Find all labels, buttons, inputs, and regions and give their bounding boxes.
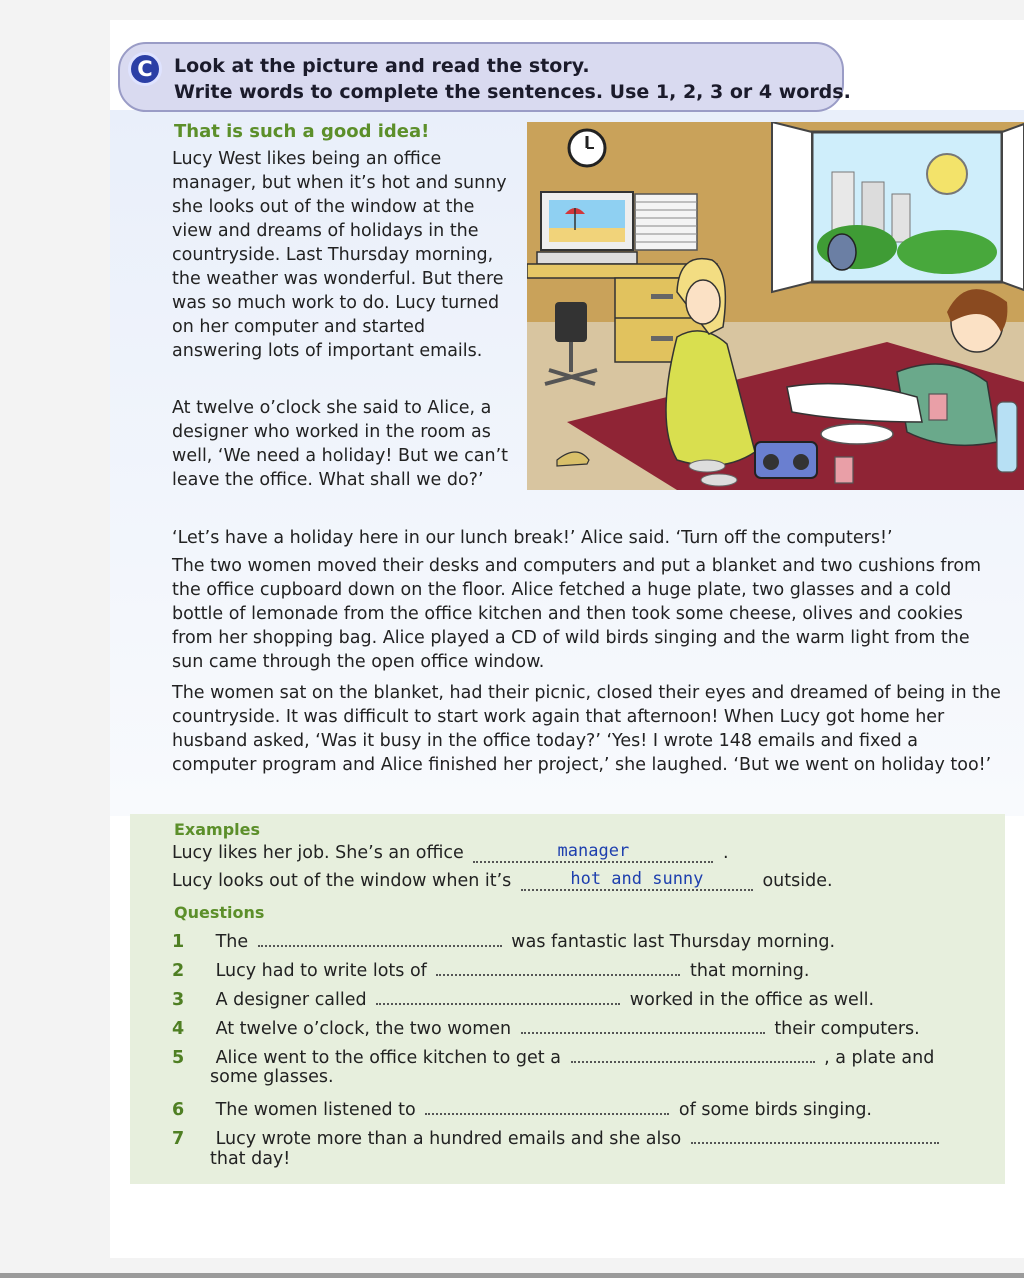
question-6 (172, 1095, 872, 1120)
question-7-text: Lucy wrote more than a hundred emails and she also (215, 1129, 682, 1149)
question-4-number: 4 (172, 1019, 185, 1039)
question-7-continuation: that day! (210, 1149, 291, 1169)
cd-player-icon (755, 442, 817, 478)
question-1-answer-blank[interactable] (258, 927, 502, 947)
question-1-text: The (215, 932, 249, 952)
question-7 (172, 1124, 943, 1149)
example-1-text: Lucy likes her job. She’s an office (172, 843, 464, 863)
example-1-answer: manager (557, 841, 630, 861)
example-1-after: . (722, 843, 729, 863)
office-picnic-illustration (527, 122, 1024, 490)
examples-label: Examples (174, 820, 261, 839)
section-badge: C (128, 52, 162, 86)
question-4-after: their computers. (774, 1019, 920, 1039)
instruction-line-1: Look at the picture and read the story. (174, 55, 590, 77)
question-2 (172, 956, 809, 981)
worksheet-page (110, 20, 1024, 1258)
question-2-number: 2 (172, 961, 185, 981)
example-2-blank (521, 871, 753, 891)
question-6-number: 6 (172, 1100, 185, 1120)
questions-label: Questions (174, 903, 265, 922)
question-3-number: 3 (172, 990, 185, 1010)
story-paragraph-2: At twelve o’clock she said to Alice, a designer who worked in the room as well, ‘We need a holiday! But we can’t leave the office. What shall we do?’ (172, 398, 508, 490)
question-5-text: Alice went to the office kitchen to get a (215, 1048, 561, 1068)
question-1-number: 1 (172, 932, 185, 952)
bottom-rule (0, 1273, 1024, 1278)
example-1-blank (473, 843, 713, 863)
question-1 (172, 927, 835, 952)
question-3-answer-blank[interactable] (376, 985, 620, 1005)
question-7-number: 7 (172, 1129, 185, 1149)
question-6-text: The women listened to (215, 1100, 416, 1120)
question-2-after: that morning. (689, 961, 810, 981)
question-3-text: A designer called (215, 990, 367, 1010)
open-window-icon (772, 122, 1024, 292)
wall-clock-icon (569, 130, 605, 166)
question-5-number: 5 (172, 1048, 185, 1068)
question-6-after: of some birds singing. (678, 1100, 872, 1120)
question-5-answer-blank[interactable] (571, 1043, 815, 1063)
question-4-text: At twelve o’clock, the two women (215, 1019, 512, 1039)
example-1 (172, 843, 729, 863)
question-7-answer-blank[interactable] (691, 1124, 939, 1144)
question-5-continuation: some glasses. (210, 1067, 334, 1087)
question-6-answer-blank[interactable] (425, 1095, 669, 1115)
question-3-after: worked in the office as well. (629, 990, 875, 1010)
story-paragraph-5: The women sat on the blanket, had their picnic, closed their eyes and dreamed of being in the countryside. It was difficult to start work again that afternoon! When Lucy got home her husband asked, ‘Was it busy in the office today?’ ‘Yes! I wrote 148 emails and fixed a computer program and Alice finished her project,’ she laughed. ‘But we went on holiday too!’ (172, 683, 1001, 775)
question-4 (172, 1014, 920, 1039)
question-2-text: Lucy had to write lots of (215, 961, 427, 981)
question-5-after: , a plate and (824, 1048, 935, 1068)
story-paragraph-4: The two women moved their desks and computers and put a blanket and two cushions from the office cupboard down on the floor. Alice fetched a huge plate, two glasses and a cold bottle of lemonade from the office kitchen and then took some cheese, olives and cookies from her shopping bag. Alice played a CD of wild birds singing and the warm light from the sun came through the open office window. (172, 556, 982, 672)
question-2-answer-blank[interactable] (436, 956, 680, 976)
instruction-line-2: Write words to complete the sentences. Use 1, 2, 3 or 4 words. (174, 81, 851, 103)
example-2 (172, 871, 833, 891)
computer-monitor-icon (537, 192, 637, 264)
story-paragraph-3: ‘Let’s have a holiday here in our lunch break!’ Alice said. ‘Turn off the computers!’ (172, 528, 893, 548)
question-5 (172, 1043, 934, 1068)
question-1-after: was fantastic last Thursday morning. (511, 932, 836, 952)
story-title: That is such a good idea! (174, 121, 430, 142)
example-2-text: Lucy looks out of the window when it’s (172, 871, 512, 891)
question-3 (172, 985, 874, 1010)
example-2-after: outside. (762, 871, 833, 891)
example-2-answer: hot and sunny (570, 869, 704, 889)
story-paragraph-1: Lucy West likes being an office manager, but when it’s hot and sunny she looks out of the window at the view and dreams of holidays in the countryside. Last Thursday morning, the weather was wonderful. But there was so much work to do. Lucy turned on her computer and started answering lots of important emails. (172, 149, 507, 361)
question-4-answer-blank[interactable] (521, 1014, 765, 1034)
